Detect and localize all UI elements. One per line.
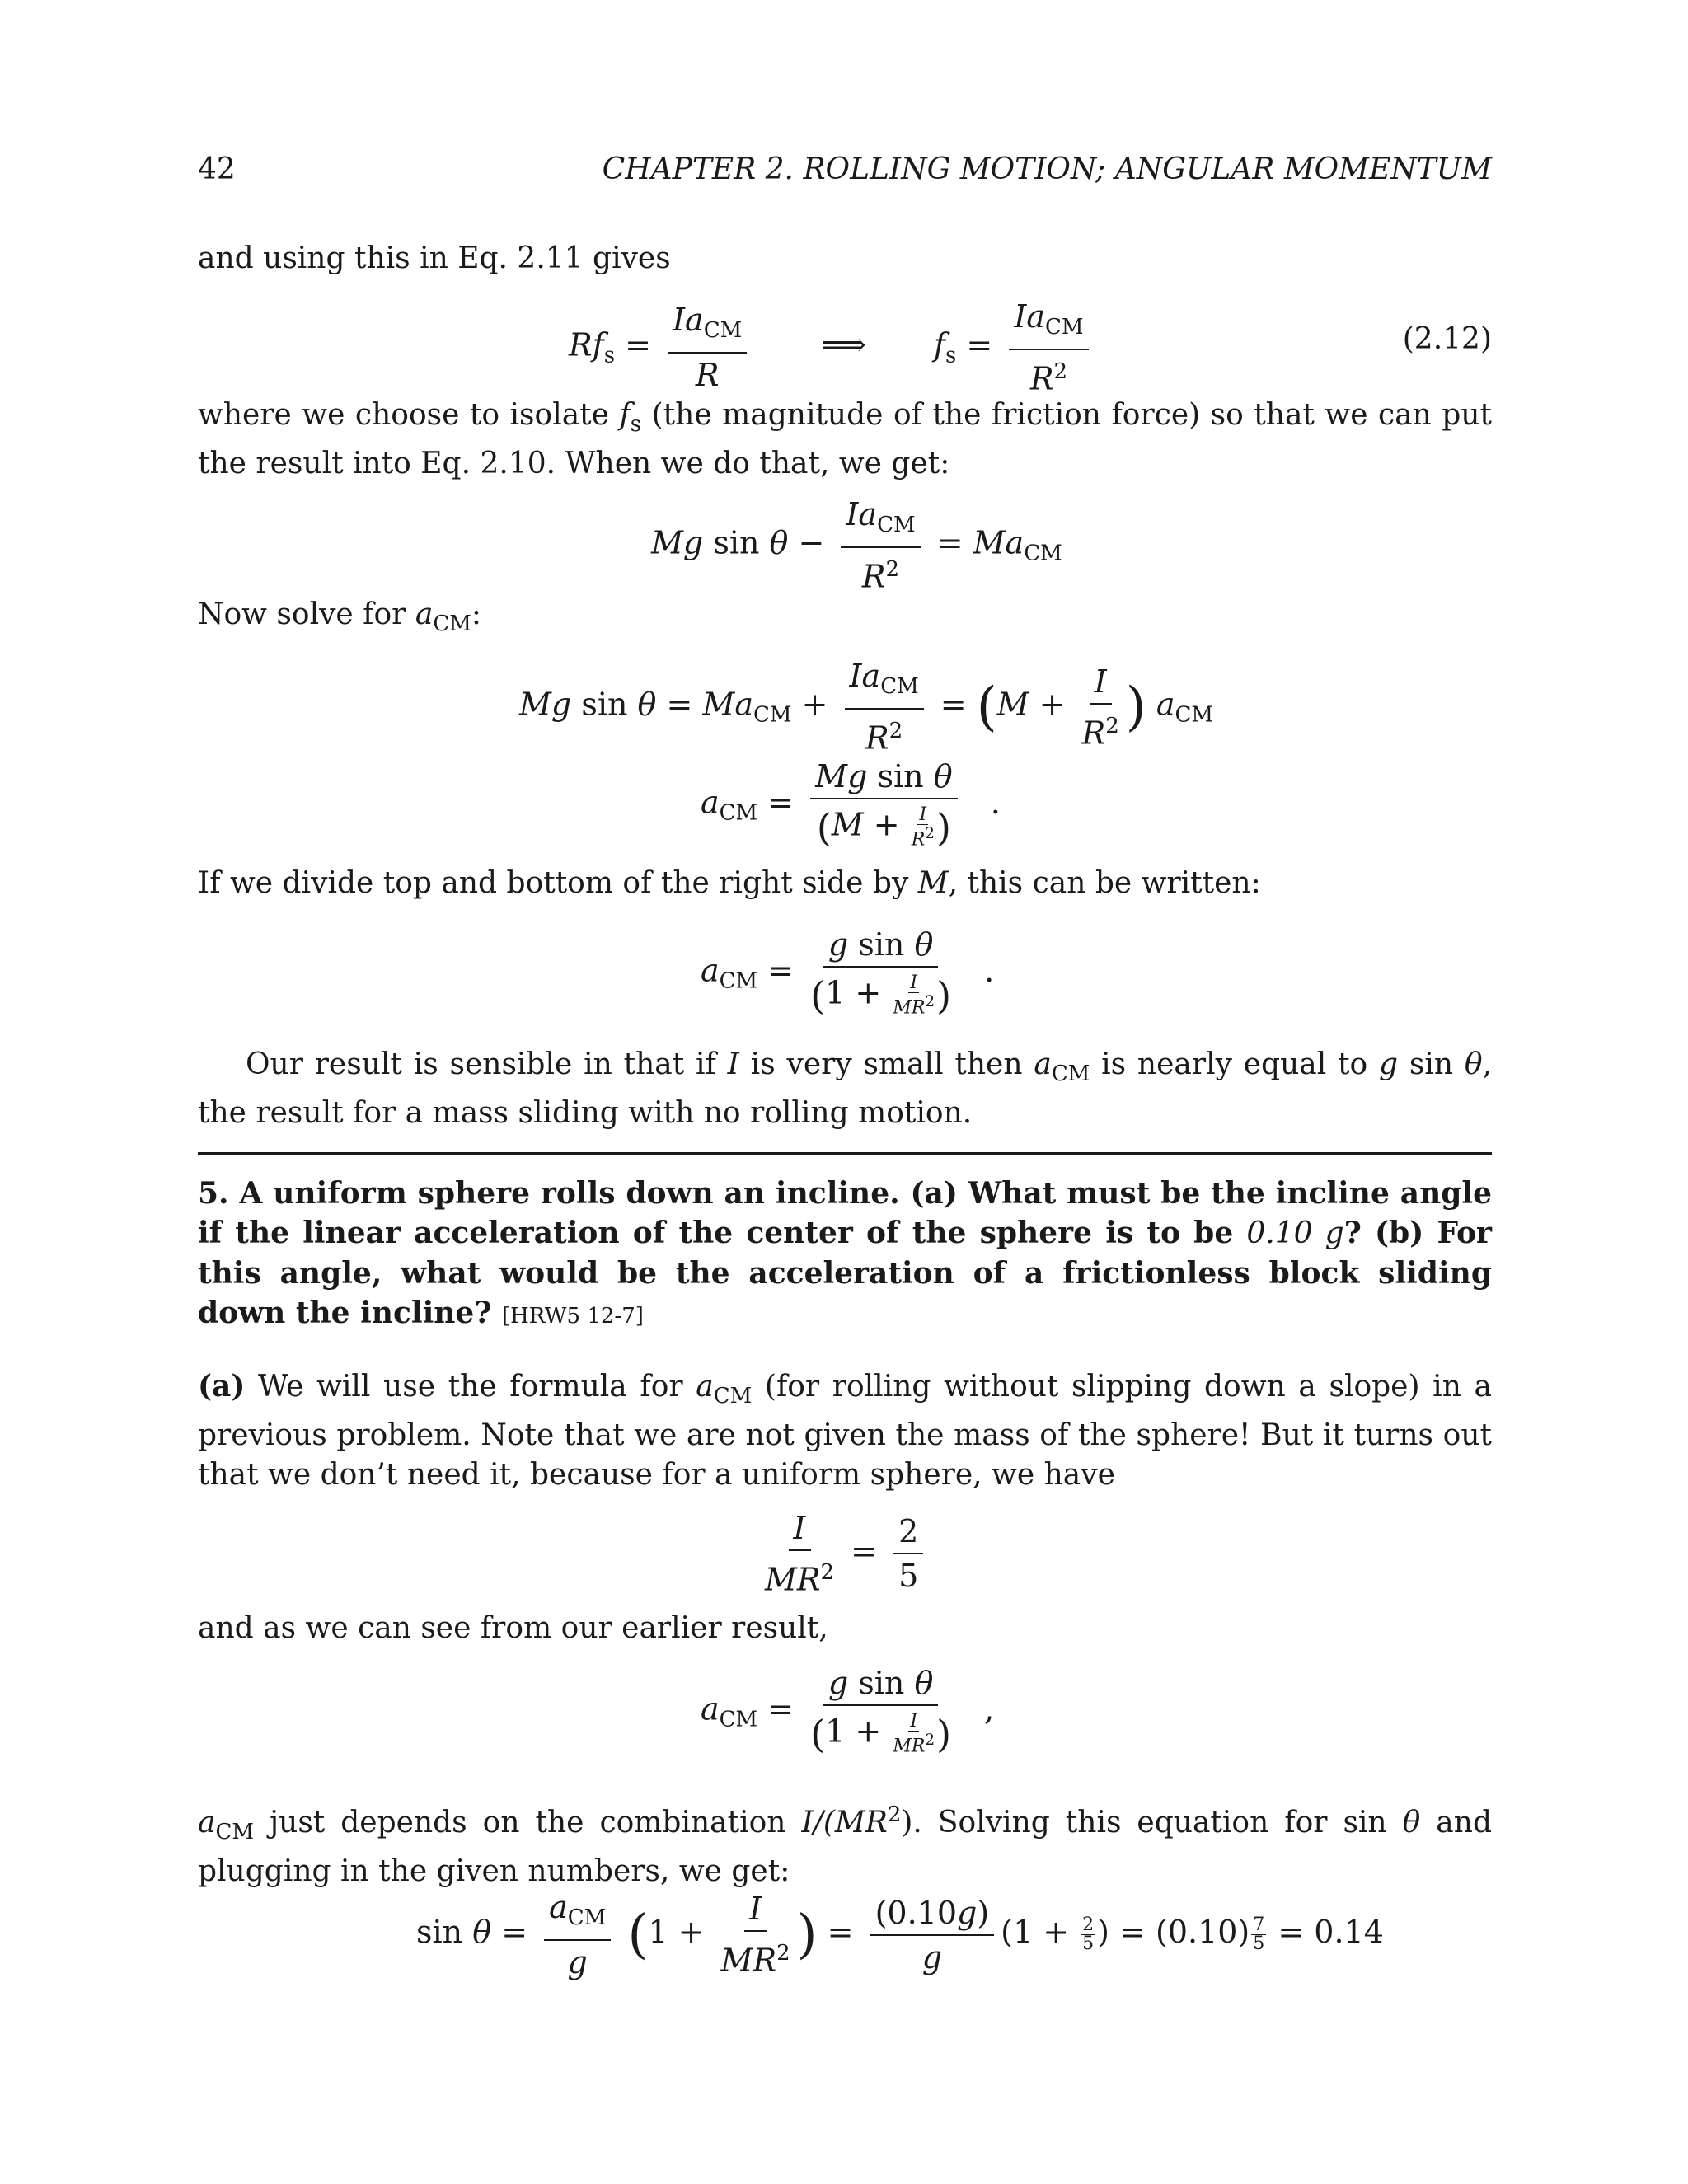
problem-statement: 5. A uniform sphere rolls down an incline. (a) What must be the incline angle if the linear acceleration of the center of the sphere is to be 0.10 g? (b) For this angle, what would be the acceleration of a frictionless block sliding down the incline? [HRW5 12-7] xyxy=(198,1176,1493,1330)
equation-a-cm-3: $a_{CM}$ = g sin θ (1 + $\frac{I}{MR^2}$ ) , xyxy=(701,1665,995,1757)
equation-a-cm-1: $a_{CM}$ = Mg sin θ (M + $\frac{I}{R^2}$ ) . xyxy=(701,758,1001,851)
equation-number: (2.12) xyxy=(1402,322,1492,356)
equation-2-12: $Rf_s$ = $\frac{Ia_{CM}}{R}$ ⟹ $f_s$ = $\frac{Ia_{CM}}{R^2}$ xyxy=(569,297,1095,399)
divide-text: If we divide top and bottom of the right side by M, this can be written: xyxy=(198,866,1261,900)
equation-force-balance: Mg sin θ − $\frac{Ia_{CM}}{R^2}$ = $Ma_{CM}$ xyxy=(651,496,1062,595)
sensible-paragraph: Our result is sensible in that if I is very small then $a_{CM}$ is nearly equal to g sin θ, the result for a mass sliding with no rolling motion. xyxy=(198,1047,1493,1130)
intro-text: and using this in Eq. 2.11 gives xyxy=(198,241,671,275)
page-number: 42 xyxy=(198,152,236,186)
solve-text: Now solve for $a_{CM}$: xyxy=(198,598,481,636)
equation-sin-theta: sin θ = $\frac{a_{CM}}{g}$ (1 + $\frac{I}{MR^2}$ ) = $\frac{(0.10g)}{g}$ (1 + $\frac{2}{5}$ ) = (0.10) $\frac{7}{5}$ = 0.14 xyxy=(416,1889,1384,1980)
part-a-paragraph: (a) We will use the formula for $a_{CM}$ (for rolling without slipping down a slope) in a previous problem. Note that we are not given the mass of the sphere! But it turns out that we don’t need it, because for a uniform sphere, we have xyxy=(198,1369,1492,1492)
equation-solve: Mg $\sin \theta = Ma_{CM}$ + $\frac{Ia_{CM}}{R^2}$ = (M + $\frac{I}{R^2}$ ) $a_{CM}$ xyxy=(519,658,1213,757)
isolate-paragraph: where we choose to isolate $f_s$ (the magnitude of the friction force) so that we can put the result into Eq. 2.10. When we do that, we get: xyxy=(198,398,1492,480)
equation-ratio: $\frac{I}{MR^2}$ = $\frac{2}{5}$ xyxy=(758,1508,930,1600)
equation-a-cm-2: $a_{CM}$ = g sin θ (1 + $\frac{I}{MR^2}$ ) . xyxy=(701,926,995,1019)
running-header: CHAPTER 2. ROLLING MOTION; ANGULAR MOMENTUM xyxy=(602,152,1492,186)
depends-paragraph: $a_{CM}$ just depends on the combination $I/(MR^2)$. Solving this equation for sin θ and plugging in the given numbers, we get: xyxy=(198,1802,1492,1888)
section-divider xyxy=(198,1152,1492,1155)
earlier-text: and as we can see from our earlier result, xyxy=(198,1611,828,1645)
